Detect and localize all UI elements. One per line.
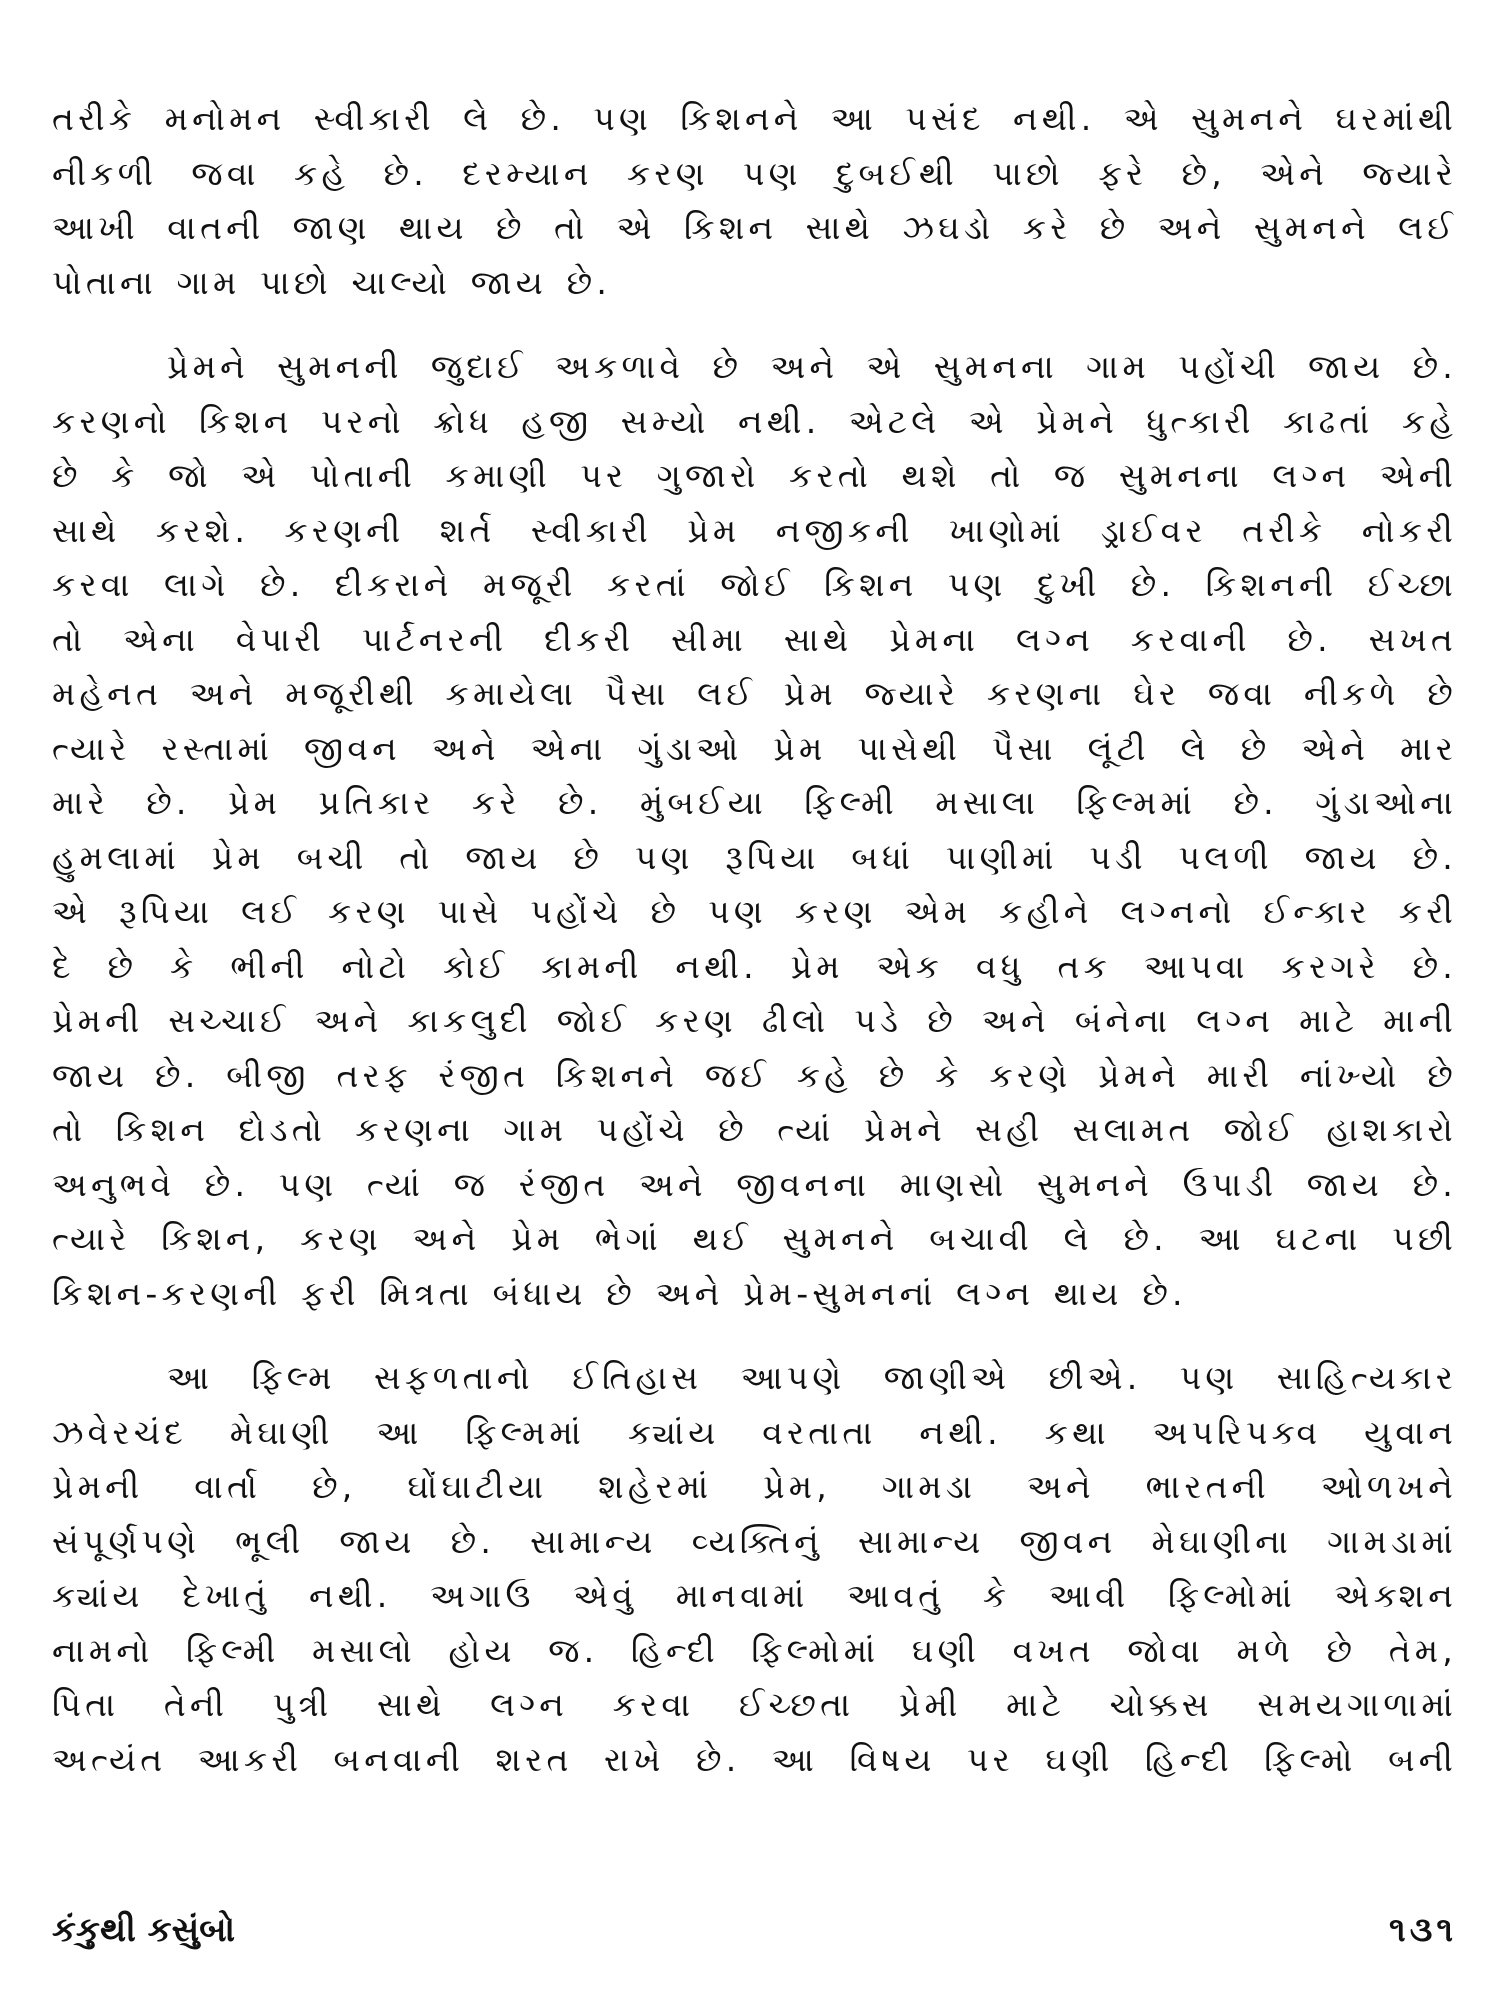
text-line: પ્રેમને સુમનની જુદાઈ અકળાવે છે અને એ સુમનના ગામ પહોંચી જાય છે. [167, 347, 1457, 386]
text-line: દે છે કે ભીની નોટો કોઈ કામની નથી. પ્રેમ એક વધુ તક આપવા કરગરે છે. [52, 946, 1457, 986]
text-line: ત્યારે રસ્તામાં જીવન અને એના ગુંડાઓ પ્રેમ પાસેથી પૈસા લૂંટી લે છે એને માર [52, 728, 1457, 768]
paragraph-1 [52, 92, 1457, 310]
text-line: તો કિશન દોડતો કરણના ગામ પહોંચે છે ત્યાં પ્રેમને સહી સલામત જોઈ હાશકારો [52, 1110, 1457, 1149]
book-title: કંકુથી કસુંબો [52, 1910, 235, 1950]
text-line: પ્રેમની સચ્ચાઈ અને કાકલુદી જોઈ કરણ ઢીલો પડે છે અને બંનેના લગ્ન માટે માની [52, 1001, 1457, 1040]
text-line: ઝવેરચંદ મેઘાણી આ ફિલ્મમાં ક્યાંય વરતાતા નથી. કથા અપરિપક્વ યુવાન [52, 1412, 1457, 1452]
page-footer [52, 1910, 1457, 1950]
text-line: નામનો ફિલ્મી મસાલો હોય જ. હિન્દી ફિલ્મોમાં ઘણી વખત જોવા મળે છે તેમ, [52, 1630, 1457, 1670]
text-line: એ રૂપિયા લઈ કરણ પાસે પહોંચે છે પણ કરણ એમ કહીને લગ્નનો ઈન્કાર કરી [52, 892, 1457, 931]
text-line: નીકળી જવા કહે છે. દરમ્યાન કરણ પણ દુબઈથી પાછો ફરે છે, એને જ્યારે [52, 153, 1457, 193]
text-line: જાય છે. બીજી તરફ રંજીત કિશનને જઈ કહે છે કે કરણે પ્રેમને મારી નાંખ્યો છે [52, 1055, 1457, 1095]
text-line: આખી વાતની જાણ થાય છે તો એ કિશન સાથે ઝઘડો કરે છે અને સુમનને લઈ [52, 208, 1457, 247]
text-line: અનુભવે છે. પણ ત્યાં જ રંજીત અને જીવનના માણસો સુમનને ઉપાડી જાય છે. [52, 1164, 1457, 1204]
text-line: અત્યંત આકરી બનવાની શરત રાખે છે. આ વિષય પર ઘણી હિન્દી ફિલ્મો બની [52, 1739, 1457, 1779]
text-line: પિતા તેની પુત્રી સાથે લગ્ન કરવા ઈચ્છતા પ્રેમી માટે ચોક્કસ સમયગાળામાં [52, 1685, 1457, 1724]
text-line: સંપૂર્ણપણે ભૂલી જાય છે. સામાન્ય વ્યક્તિનું સામાન્ય જીવન મેઘાણીના ગામડામાં [52, 1521, 1457, 1561]
text-line: ક્યાંય દેખાતું નથી. અગાઉ એવું માનવામાં આવતું કે આવી ફિલ્મોમાં એક્શન [52, 1576, 1457, 1615]
text-line: છે કે જો એ પોતાની કમાણી પર ગુજારો કરતો થશે તો જ સુમનના લગ્ન એની [52, 456, 1457, 495]
paragraph-2 [52, 340, 1457, 1321]
text-line: સાથે કરશે. કરણની શર્ત સ્વીકારી પ્રેમ નજીકની ખાણોમાં ડ્રાઈવર તરીકે નોકરી [52, 510, 1457, 550]
text-line: મહેનત અને મજૂરીથી કમાયેલા પૈસા લઈ પ્રેમ જ્યારે કરણના ઘેર જવા નીકળે છે [52, 674, 1457, 713]
paragraph-gap [52, 1321, 1457, 1351]
text-line: કરણનો કિશન પરનો ક્રોધ હજી સમ્યો નથી. એટલે એ પ્રેમને ધુત્કારી કાઢતાં કહે [52, 401, 1457, 441]
text-line: હુમલામાં પ્રેમ બચી તો જાય છે પણ રૂપિયા બધાં પાણીમાં પડી પલળી જાય છે. [52, 837, 1457, 877]
text-line: મારે છે. પ્રેમ પ્રતિકાર કરે છે. મુંબઈયા ફિલ્મી મસાલા ફિલ્મમાં છે. ગુંડાઓના [52, 783, 1457, 822]
text-line: પોતાના ગામ પાછો ચાલ્યો જાય છે. [52, 262, 612, 302]
text-line: તો એના વેપારી પાર્ટનરની દીકરી સીમા સાથે પ્રેમના લગ્ન કરવાની છે. સખત [52, 619, 1457, 659]
paragraph-3 [52, 1351, 1457, 1787]
paragraph-gap [52, 310, 1457, 340]
text-line: તરીકે મનોમન સ્વીકારી લે છે. પણ કિશનને આ પસંદ નથી. એ સુમનને ઘરમાંથી [52, 99, 1457, 138]
text-line: કિશન-કરણની ફરી મિત્રતા બંધાય છે અને પ્રેમ-સુમનનાં લગ્ન થાય છે. [52, 1273, 1187, 1313]
text-line: ત્યારે કિશન, કરણ અને પ્રેમ ભેગાં થઈ સુમનને બચાવી લે છે. આ ઘટના પછી [52, 1219, 1457, 1258]
text-line: પ્રેમની વાર્તા છે, ઘોંઘાટીયા શહેરમાં પ્રેમ, ગામડા અને ભારતની ઓળખને [52, 1467, 1457, 1506]
text-line: કરવા લાગે છે. દીકરાને મજૂરી કરતાં જોઈ કિશન પણ દુખી છે. કિશનની ઈચ્છા [52, 565, 1457, 604]
text-line: આ ફિલ્મ સફળતાનો ઈતિહાસ આપણે જાણીએ છીએ. પણ સાહિત્યકાર [167, 1358, 1457, 1397]
page-body-text [52, 92, 1457, 1787]
page-number: ૧૩૧ [1389, 1910, 1457, 1950]
